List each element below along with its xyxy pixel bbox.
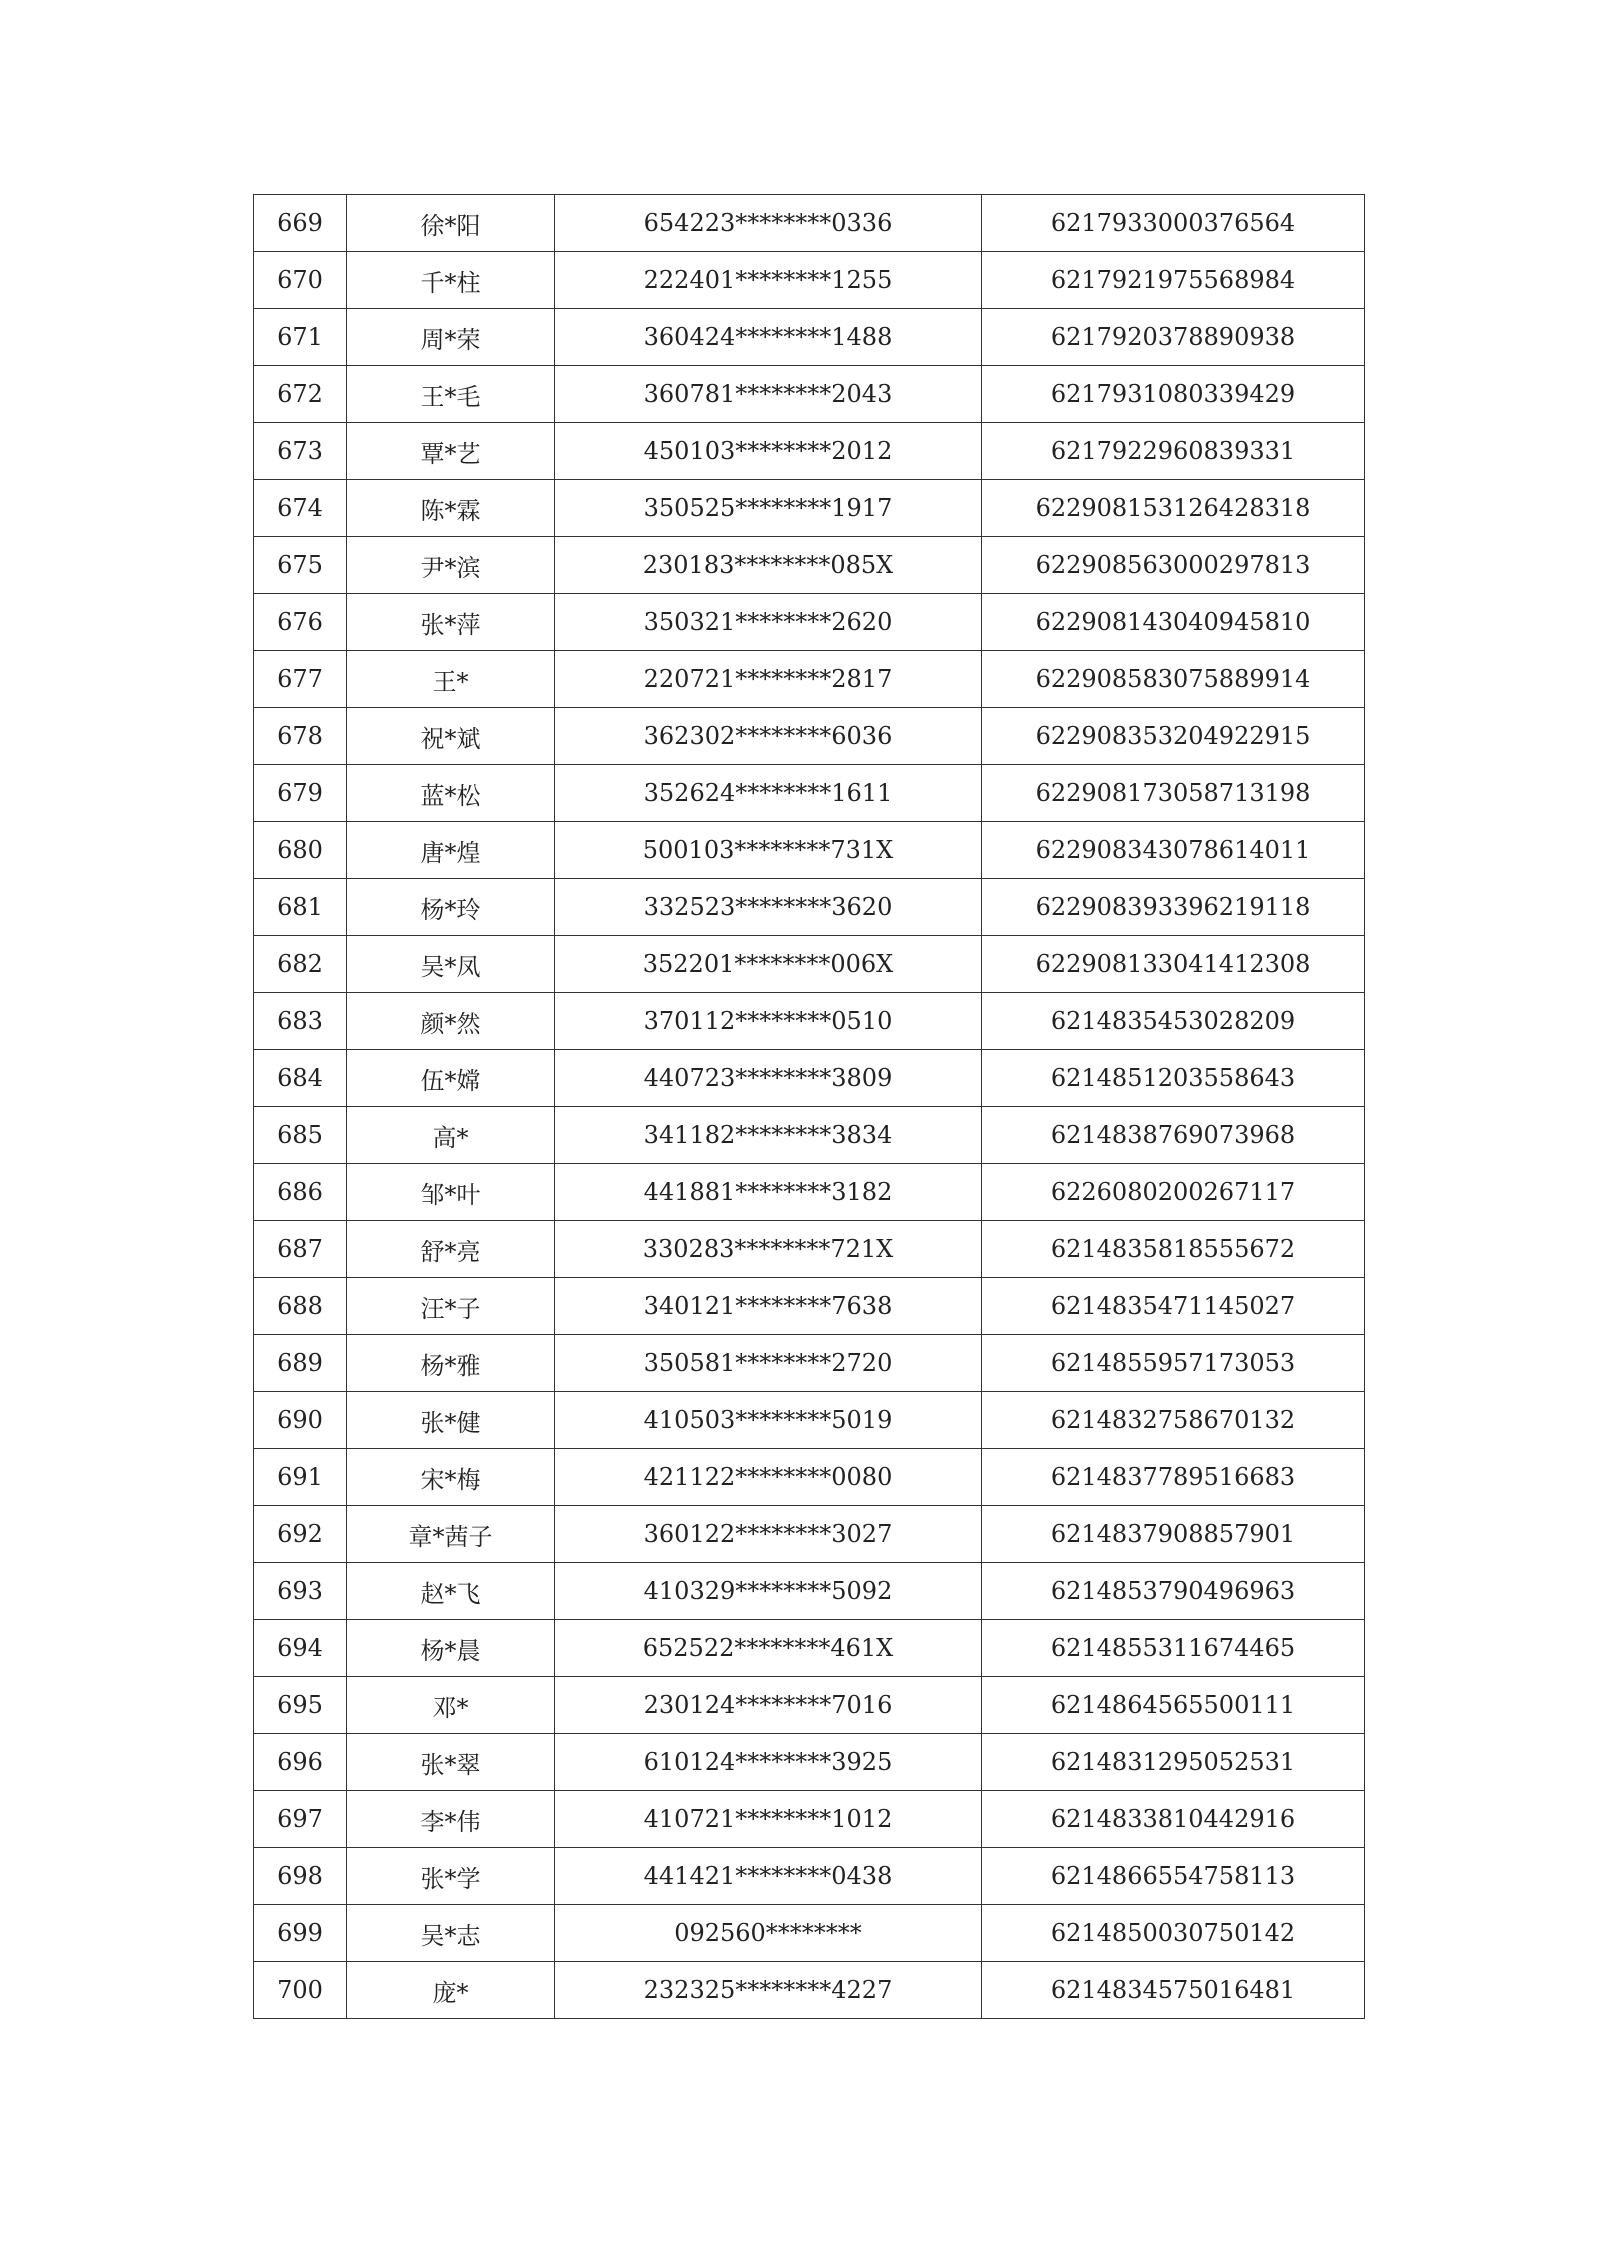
row-number-cell: 695 <box>254 1677 347 1734</box>
name-cell: 赵*飞 <box>347 1563 555 1620</box>
name-cell: 张*学 <box>347 1848 555 1905</box>
table-row <box>254 1107 1365 1164</box>
table-row <box>254 993 1365 1050</box>
name-cell: 邹*叶 <box>347 1164 555 1221</box>
row-number-cell: 684 <box>254 1050 347 1107</box>
account-number-cell: 622908153126428318 <box>982 480 1365 537</box>
id-number-cell: 222401********1255 <box>555 252 982 309</box>
account-number-cell: 6214838769073968 <box>982 1107 1365 1164</box>
account-number-cell: 6217920378890938 <box>982 309 1365 366</box>
name-cell: 尹*滨 <box>347 537 555 594</box>
row-number-cell: 690 <box>254 1392 347 1449</box>
name-cell: 章*茜子 <box>347 1506 555 1563</box>
id-number-cell: 410721********1012 <box>555 1791 982 1848</box>
table-row <box>254 1734 1365 1791</box>
table-row <box>254 1392 1365 1449</box>
table-row <box>254 1335 1365 1392</box>
account-number-cell: 622908173058713198 <box>982 765 1365 822</box>
id-number-cell: 500103********731X <box>555 822 982 879</box>
row-number-cell: 693 <box>254 1563 347 1620</box>
row-number-cell: 691 <box>254 1449 347 1506</box>
row-number-cell: 672 <box>254 366 347 423</box>
row-number-cell: 697 <box>254 1791 347 1848</box>
account-number-cell: 622908583075889914 <box>982 651 1365 708</box>
table-row <box>254 537 1365 594</box>
id-number-cell: 230183********085X <box>555 537 982 594</box>
account-number-cell: 6214835471145027 <box>982 1278 1365 1335</box>
name-cell: 徐*阳 <box>347 195 555 252</box>
row-number-cell: 670 <box>254 252 347 309</box>
table-row <box>254 366 1365 423</box>
row-number-cell: 696 <box>254 1734 347 1791</box>
name-cell: 唐*煌 <box>347 822 555 879</box>
id-number-cell: 441421********0438 <box>555 1848 982 1905</box>
table-row <box>254 1677 1365 1734</box>
table-row <box>254 822 1365 879</box>
table-row <box>254 1221 1365 1278</box>
account-number-cell: 6214833810442916 <box>982 1791 1365 1848</box>
row-number-cell: 700 <box>254 1962 347 2019</box>
account-number-cell: 6217931080339429 <box>982 366 1365 423</box>
id-number-cell: 350581********2720 <box>555 1335 982 1392</box>
table-row <box>254 195 1365 252</box>
name-cell: 千*柱 <box>347 252 555 309</box>
name-cell: 颜*然 <box>347 993 555 1050</box>
name-cell: 周*荣 <box>347 309 555 366</box>
row-number-cell: 669 <box>254 195 347 252</box>
table-row <box>254 1962 1365 2019</box>
table-row <box>254 252 1365 309</box>
account-number-cell: 6214850030750142 <box>982 1905 1365 1962</box>
row-number-cell: 671 <box>254 309 347 366</box>
table-row <box>254 1449 1365 1506</box>
table-row <box>254 936 1365 993</box>
name-cell: 舒*亮 <box>347 1221 555 1278</box>
table-row <box>254 1791 1365 1848</box>
row-number-cell: 676 <box>254 594 347 651</box>
account-number-cell: 6214855311674465 <box>982 1620 1365 1677</box>
account-number-cell: 6217922960839331 <box>982 423 1365 480</box>
row-number-cell: 698 <box>254 1848 347 1905</box>
account-number-cell: 622908143040945810 <box>982 594 1365 651</box>
row-number-cell: 686 <box>254 1164 347 1221</box>
id-number-cell: 350525********1917 <box>555 480 982 537</box>
row-number-cell: 683 <box>254 993 347 1050</box>
account-number-cell: 622908353204922915 <box>982 708 1365 765</box>
row-number-cell: 673 <box>254 423 347 480</box>
id-number-cell: 352624********1611 <box>555 765 982 822</box>
name-cell: 张*翠 <box>347 1734 555 1791</box>
id-number-cell: 341182********3834 <box>555 1107 982 1164</box>
name-cell: 陈*霖 <box>347 480 555 537</box>
table-row <box>254 1278 1365 1335</box>
name-cell: 祝*斌 <box>347 708 555 765</box>
name-cell: 邓* <box>347 1677 555 1734</box>
table-row <box>254 480 1365 537</box>
name-cell: 王*毛 <box>347 366 555 423</box>
id-number-cell: 410503********5019 <box>555 1392 982 1449</box>
name-cell: 汪*子 <box>347 1278 555 1335</box>
row-number-cell: 689 <box>254 1335 347 1392</box>
account-number-cell: 622908563000297813 <box>982 537 1365 594</box>
data-table <box>253 194 1365 2019</box>
id-number-cell: 220721********2817 <box>555 651 982 708</box>
table-row <box>254 309 1365 366</box>
id-number-cell: 092560******** <box>555 1905 982 1962</box>
row-number-cell: 675 <box>254 537 347 594</box>
table-row <box>254 594 1365 651</box>
table-row <box>254 1563 1365 1620</box>
table-row <box>254 1164 1365 1221</box>
account-number-cell: 6214853790496963 <box>982 1563 1365 1620</box>
name-cell: 李*伟 <box>347 1791 555 1848</box>
row-number-cell: 699 <box>254 1905 347 1962</box>
name-cell: 张*萍 <box>347 594 555 651</box>
table-row <box>254 708 1365 765</box>
id-number-cell: 421122********0080 <box>555 1449 982 1506</box>
id-number-cell: 362302********6036 <box>555 708 982 765</box>
id-number-cell: 440723********3809 <box>555 1050 982 1107</box>
id-number-cell: 230124********7016 <box>555 1677 982 1734</box>
id-number-cell: 652522********461X <box>555 1620 982 1677</box>
id-number-cell: 360424********1488 <box>555 309 982 366</box>
row-number-cell: 687 <box>254 1221 347 1278</box>
account-number-cell: 6214866554758113 <box>982 1848 1365 1905</box>
row-number-cell: 677 <box>254 651 347 708</box>
table-row <box>254 1506 1365 1563</box>
account-number-cell: 6214851203558643 <box>982 1050 1365 1107</box>
name-cell: 吴*凤 <box>347 936 555 993</box>
name-cell: 吴*志 <box>347 1905 555 1962</box>
account-number-cell: 622908393396219118 <box>982 879 1365 936</box>
table-row <box>254 423 1365 480</box>
row-number-cell: 674 <box>254 480 347 537</box>
id-number-cell: 332523********3620 <box>555 879 982 936</box>
name-cell: 高* <box>347 1107 555 1164</box>
account-number-cell: 6214832758670132 <box>982 1392 1365 1449</box>
name-cell: 王* <box>347 651 555 708</box>
row-number-cell: 688 <box>254 1278 347 1335</box>
name-cell: 覃*艺 <box>347 423 555 480</box>
table-row <box>254 1620 1365 1677</box>
table-row <box>254 879 1365 936</box>
account-number-cell: 6214837908857901 <box>982 1506 1365 1563</box>
name-cell: 杨*玲 <box>347 879 555 936</box>
id-number-cell: 352201********006X <box>555 936 982 993</box>
id-number-cell: 654223********0336 <box>555 195 982 252</box>
row-number-cell: 680 <box>254 822 347 879</box>
name-cell: 杨*晨 <box>347 1620 555 1677</box>
id-number-cell: 330283********721X <box>555 1221 982 1278</box>
account-number-cell: 6214855957173053 <box>982 1335 1365 1392</box>
table-row <box>254 651 1365 708</box>
id-number-cell: 410329********5092 <box>555 1563 982 1620</box>
row-number-cell: 685 <box>254 1107 347 1164</box>
account-number-cell: 6214835818555672 <box>982 1221 1365 1278</box>
account-number-cell: 6214831295052531 <box>982 1734 1365 1791</box>
id-number-cell: 441881********3182 <box>555 1164 982 1221</box>
name-cell: 杨*雅 <box>347 1335 555 1392</box>
account-number-cell: 6217933000376564 <box>982 195 1365 252</box>
id-number-cell: 450103********2012 <box>555 423 982 480</box>
table-row <box>254 1905 1365 1962</box>
account-number-cell: 6214837789516683 <box>982 1449 1365 1506</box>
row-number-cell: 679 <box>254 765 347 822</box>
row-number-cell: 694 <box>254 1620 347 1677</box>
account-number-cell: 6226080200267117 <box>982 1164 1365 1221</box>
id-number-cell: 360781********2043 <box>555 366 982 423</box>
id-number-cell: 610124********3925 <box>555 1734 982 1791</box>
account-number-cell: 6217921975568984 <box>982 252 1365 309</box>
account-number-cell: 6214834575016481 <box>982 1962 1365 2019</box>
id-number-cell: 360122********3027 <box>555 1506 982 1563</box>
id-number-cell: 370112********0510 <box>555 993 982 1050</box>
id-number-cell: 350321********2620 <box>555 594 982 651</box>
account-number-cell: 6214835453028209 <box>982 993 1365 1050</box>
account-number-cell: 622908133041412308 <box>982 936 1365 993</box>
table-row <box>254 1848 1365 1905</box>
name-cell: 蓝*松 <box>347 765 555 822</box>
name-cell: 宋*梅 <box>347 1449 555 1506</box>
table-row <box>254 1050 1365 1107</box>
row-number-cell: 678 <box>254 708 347 765</box>
account-number-cell: 6214864565500111 <box>982 1677 1365 1734</box>
id-number-cell: 232325********4227 <box>555 1962 982 2019</box>
table-row <box>254 765 1365 822</box>
account-number-cell: 622908343078614011 <box>982 822 1365 879</box>
row-number-cell: 692 <box>254 1506 347 1563</box>
name-cell: 庞* <box>347 1962 555 2019</box>
name-cell: 伍*嫦 <box>347 1050 555 1107</box>
id-number-cell: 340121********7638 <box>555 1278 982 1335</box>
row-number-cell: 681 <box>254 879 347 936</box>
table-body <box>254 195 1365 2019</box>
row-number-cell: 682 <box>254 936 347 993</box>
name-cell: 张*健 <box>347 1392 555 1449</box>
